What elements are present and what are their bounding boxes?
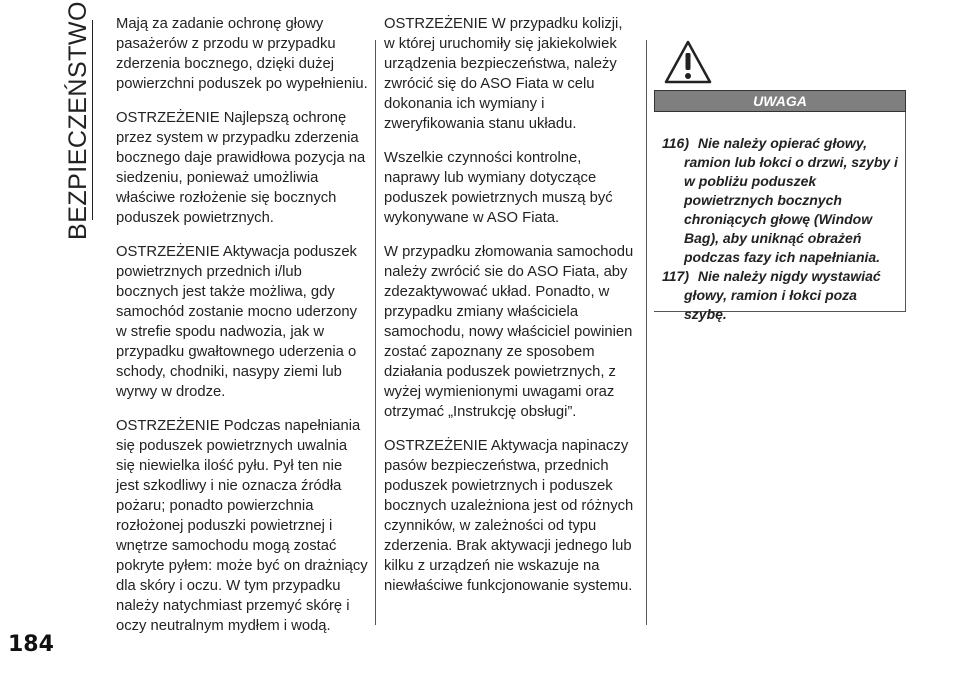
section-title-rule	[92, 20, 93, 220]
text-column-2	[384, 14, 636, 610]
section-title-text: BEZPIECZEŃSTWO	[63, 0, 92, 240]
warning-item	[662, 267, 902, 324]
warning-item-number: 116)	[662, 135, 689, 151]
paragraph: Mają za zadanie ochronę głowy pasażerów z przodu w przypadku zderzenia bocznego, dzięki dużej powierzchni poduszek po wypełnieniu.	[116, 16, 368, 92]
page-number: 184	[8, 632, 54, 657]
column-divider	[646, 40, 647, 625]
warning-triangle-icon	[664, 40, 712, 84]
paragraph: W przypadku złomowania samochodu należy zwrócić sie do ASO Fiata, aby zdezaktywować układ. Ponadto, w przypadku zmiany właściciela samochodu, nowy właściciel powinien zostać zapoznany ze sposobem działania poduszek powietrznych, z wyżej wymienionymi uwagami oraz otrzymać „Instrukcję obsługi”.	[384, 244, 634, 420]
paragraph: OSTRZEŻENIE W przypadku kolizji, w której uruchomiły się jakiekolwiek urządzenia bezpieczeństwa, należy zwrócić się do ASO Fiata w celu dokonania ich wymiany i zweryfikowania stanu układu.	[384, 16, 623, 132]
paragraph: OSTRZEŻENIE Najlepszą ochronę przez system w przypadku zderzenia bocznego daje prawidłowa pozycja na siedzeniu, ponieważ umożliwia właściwe rozłożenie się bocznych poduszek powietrznych.	[116, 110, 366, 226]
warning-item-text: Nie należy opierać głowy, ramion lub łokci o drzwi, szyby i w pobliżu poduszek powietrznych bocznych chroniących głowę (Window Bag), aby uniknąć obrażeń podczas fazy ich napełniania.	[684, 135, 898, 265]
paragraph: OSTRZEŻENIE Aktywacja napinaczy pasów bezpieczeństwa, przednich poduszek powietrznych i poduszek bocznych uzależniona jest od różnych czynników, w zależności od typu zderzenia. Brak aktywacji jednego lub kilku z urządzeń nie wskazuje na niewłaściwe funkcjonowanie systemu.	[384, 438, 634, 594]
paragraph: OSTRZEŻENIE Podczas napełniania się poduszek powietrznych uwalnia się niewielka ilość pyłu. Pył ten nie jest szkodliwy i nie oznacza źródła pożaru; ponadto powierzchnia rozłożonej poduszki powietrznej i wnętrze samochodu mogą zostać pokryte pyłem: może być on drażniący dla skóry i oczu. W tym przypadku należy natychmiast przemyć skórę i oczy neutralnym mydłem i wodą.	[116, 418, 368, 634]
column-divider	[375, 40, 376, 625]
paragraph: Wszelkie czynności kontrolne, naprawy lub wymiany dotyczące poduszek powietrznych muszą być wykonywane w ASO Fiata.	[384, 150, 613, 226]
paragraph: OSTRZEŻENIE Aktywacja poduszek powietrznych przednich i/lub bocznych jest także możliwa, gdy samochód zostanie mocno uderzony w strefie spodu nadwozia, jak w przypadku gwałtownego uderzenia o schody, chodniki, nasypy ziemi lub wyrwy w drodze.	[116, 244, 357, 400]
warning-item-number: 117)	[662, 268, 689, 284]
warning-item-text: Nie należy nigdy wystawiać głowy, ramion i łokci poza szybę.	[684, 268, 881, 322]
text-column-1	[116, 14, 368, 650]
warning-list	[662, 134, 902, 324]
warning-header	[654, 90, 906, 112]
warning-item	[662, 134, 902, 267]
warning-header-text: UWAGA	[753, 93, 807, 109]
section-title	[56, 0, 100, 240]
